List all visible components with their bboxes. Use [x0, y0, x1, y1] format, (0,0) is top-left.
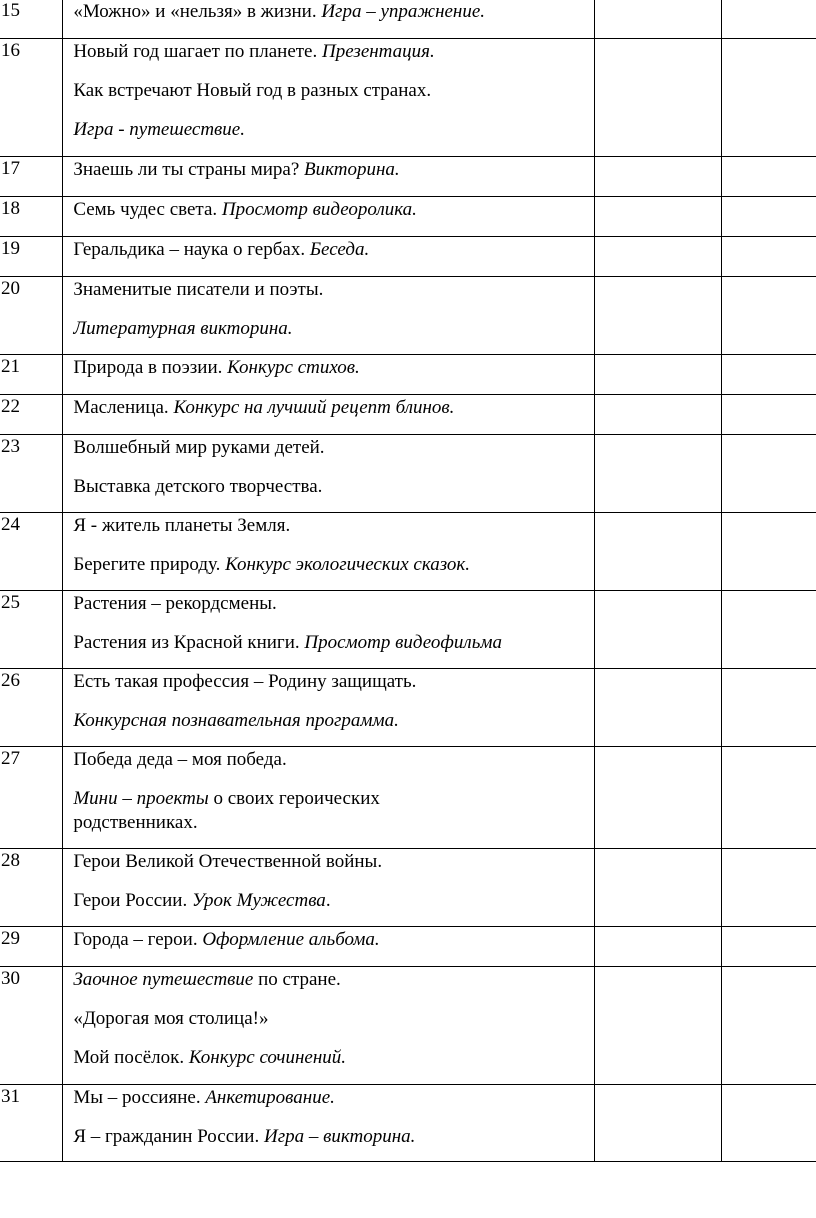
topic-text: Герои России. — [73, 890, 192, 911]
empty-cell — [594, 395, 721, 435]
empty-cell — [721, 395, 816, 435]
table-row — [0, 967, 816, 1085]
topic-text: Как встречают Новый год в разных странах. — [73, 80, 432, 101]
activity-text: Игра – упражнение. — [321, 1, 486, 22]
topic-line — [73, 397, 594, 419]
empty-cell — [594, 967, 721, 1085]
topic-text: Я - житель планеты Земля. — [73, 515, 291, 536]
row-number: 15 — [0, 0, 63, 39]
topic-text: Масленица. — [73, 397, 174, 418]
table-row — [0, 395, 816, 435]
empty-cell — [721, 157, 816, 197]
row-number: 30 — [0, 967, 63, 1085]
empty-cell — [721, 967, 816, 1085]
topic-line — [73, 357, 594, 379]
topic-cell — [63, 1085, 595, 1162]
empty-cell — [594, 513, 721, 591]
topic-line — [73, 318, 594, 340]
activity-text: Урок Мужества — [191, 890, 326, 911]
row-number: 16 — [0, 39, 63, 157]
topic-text: Есть такая профессия – Родину защищать. — [73, 671, 417, 692]
topic-text: Растения из Красной книги. — [73, 632, 305, 653]
topic-text: Знаешь ли ты страны мира? — [73, 159, 305, 180]
empty-cell — [594, 277, 721, 355]
topic-line — [73, 437, 594, 459]
row-number: 28 — [0, 849, 63, 927]
topic-text: Семь чудес света. — [73, 199, 222, 220]
topic-text: о своих героических — [208, 788, 380, 809]
topic-line — [73, 1008, 594, 1030]
row-number: 18 — [0, 197, 63, 237]
activity-text: Конкурс стихов. — [227, 357, 360, 378]
topic-text: Выставка детского творчества. — [73, 476, 323, 497]
table-row — [0, 277, 816, 355]
empty-cell — [594, 157, 721, 197]
topic-text: «Можно» и «нельзя» в жизни. — [73, 1, 322, 22]
row-number: 29 — [0, 927, 63, 967]
topic-text: «Дорогая моя столица!» — [73, 1008, 269, 1029]
topic-line — [73, 476, 594, 498]
row-number: 27 — [0, 747, 63, 849]
topic-cell — [63, 967, 595, 1085]
activity-text: Просмотр видеофильма — [304, 632, 502, 653]
empty-cell — [721, 0, 816, 39]
empty-cell — [594, 237, 721, 277]
topic-line — [73, 159, 594, 181]
topic-cell — [63, 927, 595, 967]
topic-text: Герои Великой Отечественной войны. — [73, 851, 383, 872]
topic-line — [73, 41, 594, 63]
empty-cell — [721, 277, 816, 355]
topic-cell — [63, 277, 595, 355]
topic-line — [73, 890, 594, 912]
empty-cell — [594, 197, 721, 237]
topic-line — [73, 632, 594, 654]
topic-line — [73, 671, 594, 693]
table-row — [0, 0, 816, 39]
topic-cell — [63, 849, 595, 927]
table-row — [0, 747, 816, 849]
topic-text: Города – герои. — [73, 929, 203, 950]
activity-text: Просмотр видеоролика. — [221, 199, 417, 220]
topic-cell — [63, 237, 595, 277]
table-row — [0, 513, 816, 591]
table-row — [0, 157, 816, 197]
topic-cell — [63, 355, 595, 395]
topic-text: Новый год шагает по планете. — [73, 41, 322, 62]
activity-text: Мини – проекты — [73, 788, 209, 809]
topic-text: Растения – рекордсмены. — [73, 593, 277, 614]
row-number: 19 — [0, 237, 63, 277]
topic-line — [73, 279, 594, 301]
empty-cell — [594, 849, 721, 927]
activity-text: Презентация. — [322, 41, 435, 62]
empty-cell — [721, 849, 816, 927]
activity-text: Викторина. — [304, 159, 400, 180]
row-number: 24 — [0, 513, 63, 591]
empty-cell — [721, 435, 816, 513]
row-number: 21 — [0, 355, 63, 395]
topic-line — [73, 554, 594, 576]
empty-cell — [594, 747, 721, 849]
topic-cell — [63, 0, 595, 39]
topic-line — [73, 788, 594, 810]
topic-text: Берегите природу. — [73, 554, 226, 575]
topic-line — [73, 969, 594, 991]
table-row — [0, 669, 816, 747]
empty-cell — [594, 39, 721, 157]
empty-cell — [594, 0, 721, 39]
topic-line — [73, 515, 594, 537]
topic-line — [73, 593, 594, 615]
topic-line — [73, 710, 594, 732]
empty-cell — [721, 927, 816, 967]
empty-cell — [594, 927, 721, 967]
table-row — [0, 197, 816, 237]
table-row — [0, 435, 816, 513]
activity-text: Конкурс на лучший рецепт блинов. — [173, 397, 455, 418]
topic-line — [73, 80, 594, 102]
table-row — [0, 591, 816, 669]
activity-text: Конкурсная познавательная программа. — [73, 710, 399, 731]
topic-line — [73, 239, 594, 261]
topic-cell — [63, 669, 595, 747]
topic-line — [73, 1, 594, 23]
activity-text: Оформление альбома. — [202, 929, 380, 950]
activity-text: Конкурс сочинений. — [188, 1047, 347, 1068]
empty-cell — [594, 591, 721, 669]
row-number: 17 — [0, 157, 63, 197]
topic-text: Знаменитые писатели и поэты. — [73, 279, 324, 300]
table-row — [0, 237, 816, 277]
topic-cell — [63, 435, 595, 513]
empty-cell — [721, 237, 816, 277]
topic-cell — [63, 157, 595, 197]
topic-text: Природа в поэзии. — [73, 357, 228, 378]
topic-text: Я – гражданин России. — [73, 1126, 264, 1147]
empty-cell — [721, 669, 816, 747]
table-row — [0, 927, 816, 967]
empty-cell — [594, 435, 721, 513]
empty-cell — [721, 39, 816, 157]
topic-text: по стране. — [253, 969, 341, 990]
topic-line — [73, 749, 594, 771]
topic-text: . — [325, 890, 331, 911]
topic-line — [73, 1047, 594, 1069]
row-number: 31 — [0, 1085, 63, 1162]
row-number: 26 — [0, 669, 63, 747]
table-row — [0, 355, 816, 395]
topic-line — [73, 1126, 594, 1148]
topic-line — [73, 119, 594, 141]
topic-cell — [63, 591, 595, 669]
topic-cell — [63, 747, 595, 849]
activity-text: Литературная викторина. — [73, 318, 293, 339]
table-row — [0, 1085, 816, 1162]
topic-text: Мы – россияне. — [73, 1087, 206, 1108]
topic-text: Геральдика – наука о гербах. — [73, 239, 310, 260]
empty-cell — [594, 669, 721, 747]
topic-cell — [63, 197, 595, 237]
activity-text: Анкетирование. — [205, 1087, 335, 1108]
row-number: 20 — [0, 277, 63, 355]
row-number: 23 — [0, 435, 63, 513]
row-number: 25 — [0, 591, 63, 669]
row-number: 22 — [0, 395, 63, 435]
empty-cell — [721, 355, 816, 395]
topic-text: Волшебный мир руками детей. — [73, 437, 325, 458]
topic-text: Мой посёлок. — [73, 1047, 189, 1068]
activity-text: Беседа. — [309, 239, 370, 260]
empty-cell — [721, 591, 816, 669]
topic-text: родственниках. — [73, 812, 198, 833]
table-row — [0, 849, 816, 927]
activity-text: Игра – викторина. — [263, 1126, 416, 1147]
empty-cell — [721, 197, 816, 237]
topic-text: Победа деда – моя победа. — [73, 749, 287, 770]
table-row — [0, 39, 816, 157]
activity-text: Заочное путешествие — [73, 969, 254, 990]
empty-cell — [721, 747, 816, 849]
topic-line — [73, 1087, 594, 1109]
topic-cell — [63, 395, 595, 435]
empty-cell — [721, 1085, 816, 1162]
activity-text: Игра - путешествие. — [73, 119, 245, 140]
topic-line — [73, 199, 594, 221]
topic-cell — [63, 39, 595, 157]
empty-cell — [594, 355, 721, 395]
empty-cell — [594, 1085, 721, 1162]
topic-line — [73, 812, 594, 834]
activity-text: Конкурс экологических сказок. — [225, 554, 471, 575]
topic-line — [73, 851, 594, 873]
empty-cell — [721, 513, 816, 591]
topic-line — [73, 929, 594, 951]
topic-cell — [63, 513, 595, 591]
